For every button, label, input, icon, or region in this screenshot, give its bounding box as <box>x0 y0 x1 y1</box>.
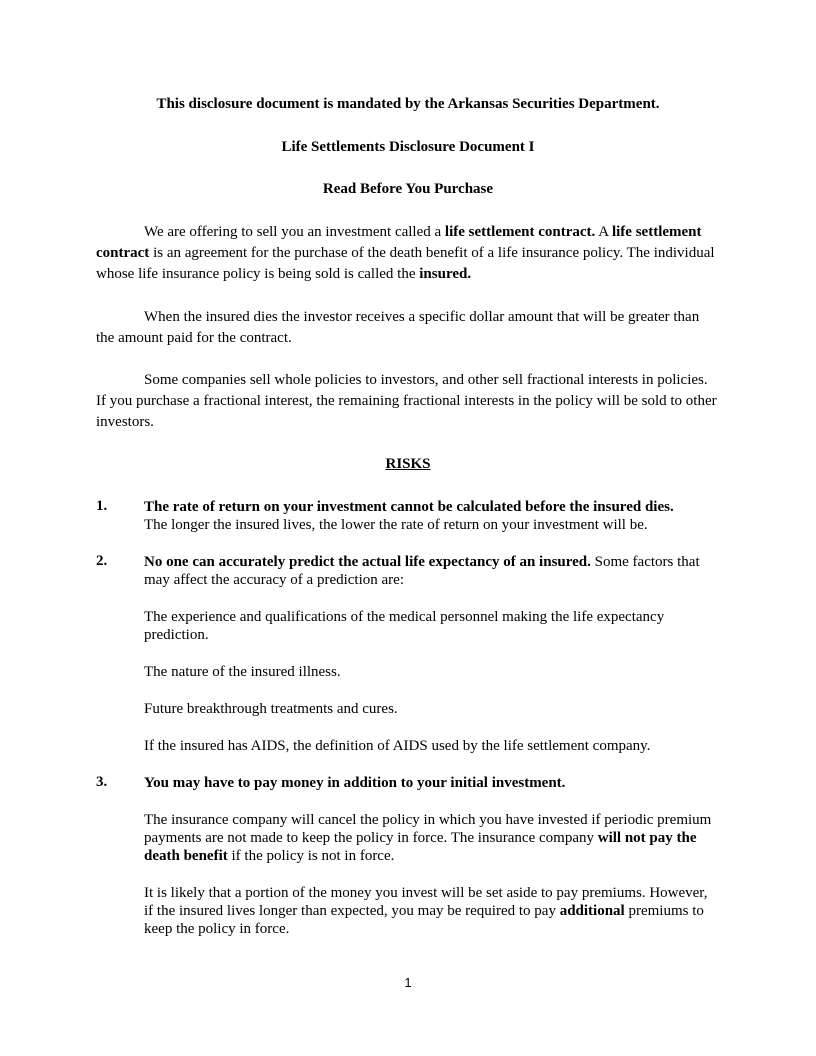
risk-3 <box>144 774 720 792</box>
text-span: A <box>595 224 612 240</box>
risk-2 <box>144 553 720 589</box>
risk-2-factor-1: The experience and qualifications of the medical personnel making the life expectancy prediction. <box>144 609 665 643</box>
risk-2-text: Some factors that may affect the accuracy of a prediction are: <box>144 554 700 588</box>
risk-3-heading: You may have to pay money in addition to your initial investment. <box>144 775 566 791</box>
bold-span: additional <box>559 903 625 919</box>
text-span: if the policy is not in force. <box>227 848 395 864</box>
intro-paragraph-3: Some companies sell whole policies to investors, and other sell fractional interests in policies. If you purchase a fractional interest, the remaining fractional interests in the policy will be sold to other investors. <box>96 372 717 430</box>
page-number: 1 <box>404 975 412 990</box>
text-span: The insurance company will cancel the policy in which you have invested if periodic premium payments are not made to keep the policy in force. The insurance company <box>144 812 712 846</box>
document-title: Life Settlements Disclosure Document I <box>281 139 535 155</box>
text-span: We are offering to sell you an investment called a <box>144 224 445 240</box>
risk-2-number: 2. <box>96 553 108 569</box>
intro-paragraph-2: When the insured dies the investor receives a specific dollar amount that will be greater than the amount paid for the contract. <box>96 309 700 346</box>
bold-span: life settlement contract <box>96 224 702 261</box>
text-span: premiums to keep the policy in force. <box>144 903 704 937</box>
text-span: is an agreement for the purchase of the death benefit of a life insurance policy. The individual whose life insurance policy is being sold is called the <box>96 245 715 282</box>
risk-3-number: 3. <box>96 774 108 790</box>
bold-span: will not pay the death benefit <box>144 830 697 864</box>
intro-paragraph-1 <box>96 222 720 285</box>
risk-1-heading: The rate of return on your investment cannot be calculated before the insured dies. <box>144 499 674 515</box>
bold-span: insured. <box>419 266 472 282</box>
risk-2-factor-4: If the insured has AIDS, the definition of AIDS used by the life settlement company. <box>144 738 651 754</box>
text-span: It is likely that a portion of the money you invest will be set aside to pay premiums. However, if the insured lives longer than expected, you may be required to pay <box>144 885 708 919</box>
risks-heading: RISKS <box>385 456 431 472</box>
risk-1-number: 1. <box>96 498 108 514</box>
risk-1 <box>144 498 720 534</box>
risk-2-heading: No one can accurately predict the actual life expectancy of an insured. <box>144 554 591 570</box>
risk-2-factor-3: Future breakthrough treatments and cures. <box>144 701 398 717</box>
risk-1-text: The longer the insured lives, the lower the rate of return on your investment will be. <box>144 517 648 533</box>
document-subtitle: Read Before You Purchase <box>322 181 494 197</box>
risk-2-factor-2: The nature of the insured illness. <box>144 664 341 680</box>
risk-3-paragraph-2 <box>144 884 720 938</box>
bold-span: life settlement contract. <box>444 224 596 240</box>
risk-3-paragraph-1 <box>144 811 720 865</box>
mandate-line: This disclosure document is mandated by the Arkansas Securities Department. <box>156 96 660 112</box>
